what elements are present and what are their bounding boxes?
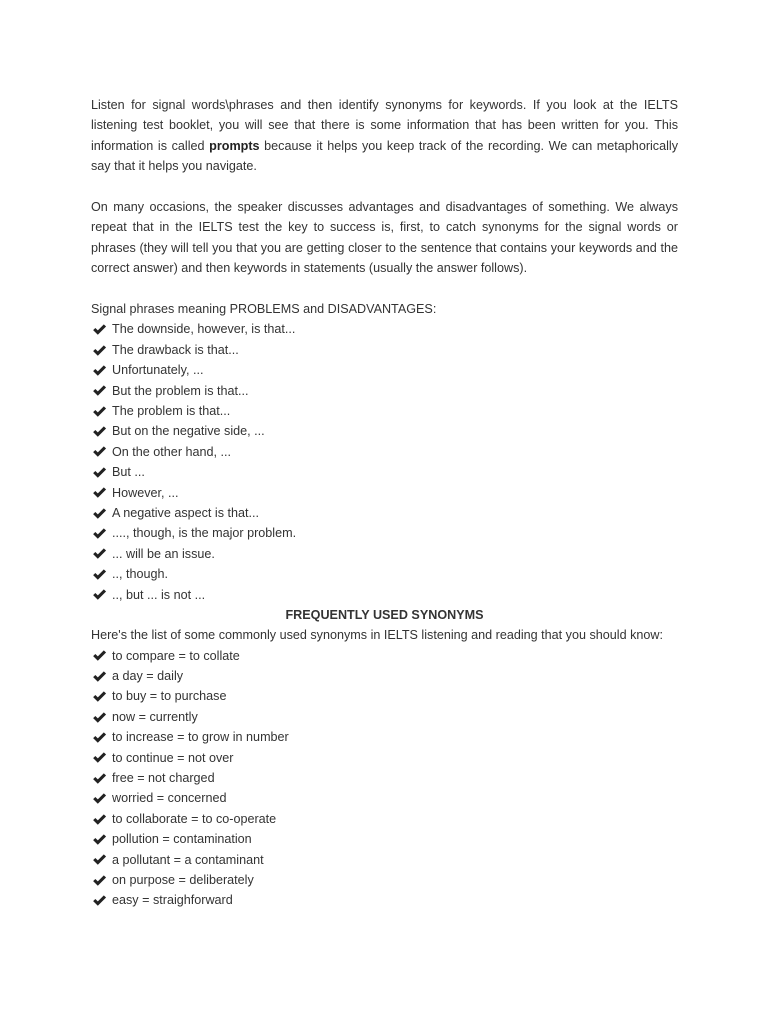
signal-phrase-item-text: .., but ... is not ... <box>112 587 206 602</box>
checkmark-icon <box>92 344 107 357</box>
signal-phrase-item-text: However, ... <box>112 485 179 500</box>
synonym-item <box>91 666 678 686</box>
signal-phrase-item <box>91 462 678 482</box>
signal-phrase-item <box>91 340 678 360</box>
signal-phrase-item <box>91 585 678 605</box>
checkmark-icon <box>92 445 107 458</box>
checkmark-icon <box>92 425 107 438</box>
checkmark-icon <box>92 813 107 826</box>
signal-phrase-item-text: Unfortunately, ... <box>112 363 204 378</box>
signal-phrase-item <box>91 421 678 441</box>
prompts-term: prompts <box>209 138 260 153</box>
synonym-item-text: a day = daily <box>112 669 184 684</box>
signal-phrase-item-text: The drawback is that... <box>112 342 239 357</box>
synonyms-list <box>91 646 678 911</box>
checkmark-icon <box>92 588 107 601</box>
synonym-item-text: easy = straighforward <box>112 893 233 908</box>
checkmark-icon <box>92 690 107 703</box>
signal-phrase-item <box>91 483 678 503</box>
signal-phrase-item-text: But ... <box>112 465 145 480</box>
synonym-item-text: a pollutant = a contaminant <box>112 852 264 867</box>
checkmark-icon <box>92 384 107 397</box>
checkmark-icon <box>92 711 107 724</box>
synonym-item-text: now = currently <box>112 709 198 724</box>
intro-text-start: Listen for signal words\phrases and then identify synonyms for keywords. If you look at the IELTS listening test booklet, you will see that there is some information that has been written for you. This information is called <box>91 98 678 153</box>
checkmark-icon <box>92 833 107 846</box>
signal-phrase-item <box>91 564 678 584</box>
checkmark-icon <box>92 547 107 560</box>
synonym-item <box>91 686 678 706</box>
checkmark-icon <box>92 772 107 785</box>
signal-phrases-heading: Signal phrases meaning PROBLEMS and DISADVANTAGES: <box>91 302 437 317</box>
signal-phrase-item-text: On the other hand, ... <box>112 444 232 459</box>
signal-phrase-item-text: The problem is that... <box>112 404 231 418</box>
intro-paragraph-1 <box>91 95 678 177</box>
signal-phrase-item-text: The downside, however, is that... <box>112 322 296 337</box>
synonym-item-text: to continue = not over <box>112 750 234 765</box>
checkmark-icon <box>92 853 107 866</box>
synonym-item <box>91 727 678 747</box>
checkmark-icon <box>92 527 107 540</box>
synonym-item-text: pollution = contamination <box>112 832 252 847</box>
synonym-item-text: free = not charged <box>112 771 215 786</box>
synonym-item <box>91 829 678 849</box>
synonym-item-text: on purpose = deliberately <box>112 873 254 887</box>
signal-phrase-item <box>91 381 678 401</box>
checkmark-icon <box>92 792 107 805</box>
synonym-item <box>91 850 678 870</box>
checkmark-icon <box>92 507 107 520</box>
checkmark-icon <box>92 670 107 683</box>
document-body <box>91 95 678 911</box>
synonym-item-text: to increase = to grow in number <box>112 730 289 745</box>
synonym-item-text: to buy = to purchase <box>112 689 227 704</box>
synonym-item <box>91 748 678 768</box>
checkmark-icon <box>92 649 107 662</box>
synonym-item <box>91 890 678 910</box>
synonym-item <box>91 788 678 808</box>
checkmark-icon <box>92 894 107 907</box>
signal-phrases-list <box>91 319 678 604</box>
checkmark-icon <box>92 466 107 479</box>
checkmark-icon <box>92 568 107 581</box>
synonym-item <box>91 768 678 788</box>
intro-paragraph-2: On many occasions, the speaker discusses advantages and disadvantages of something. We always repeat that in the IELTS test the key to success is, first, to catch synonyms for the signal words or phrases (they will tell you that you are getting closer to the sentence that contains your keywords and the correct answer) and then keywords in statements (usually the answer follows). <box>91 200 678 276</box>
checkmark-icon <box>92 731 107 744</box>
synonym-item-text: to compare = to collate <box>112 648 240 663</box>
synonym-item <box>91 809 678 829</box>
checkmark-icon <box>92 364 107 377</box>
synonym-item <box>91 707 678 727</box>
signal-phrase-item <box>91 523 678 543</box>
signal-phrase-item <box>91 442 678 462</box>
checkmark-icon <box>92 405 107 418</box>
signal-phrase-item <box>91 503 678 523</box>
signal-phrase-item <box>91 401 678 421</box>
signal-phrase-item <box>91 360 678 380</box>
signal-phrase-item-text: But the problem is that... <box>112 383 249 398</box>
synonyms-title: FREQUENTLY USED SYNONYMS <box>285 607 484 622</box>
checkmark-icon <box>92 486 107 499</box>
checkmark-icon <box>92 874 107 887</box>
signal-phrase-item-text: .., though. <box>112 567 169 582</box>
checkmark-icon <box>92 751 107 764</box>
synonym-item-text: worried = concerned <box>112 791 227 806</box>
synonym-item-text: to collaborate = to co-operate <box>112 811 277 826</box>
signal-phrase-item-text: ... will be an issue. <box>112 546 215 561</box>
signal-phrase-item-text: But on the negative side, ... <box>112 424 265 439</box>
signal-phrase-item <box>91 319 678 339</box>
synonyms-intro: Here's the list of some commonly used synonyms in IELTS listening and reading that you should know: <box>91 628 663 643</box>
signal-phrase-item-text: A negative aspect is that... <box>112 505 260 520</box>
synonym-item <box>91 646 678 666</box>
signal-phrase-item <box>91 544 678 564</box>
signal-phrase-item-text: ...., though, is the major problem. <box>112 526 297 541</box>
intro-text-end: because it helps you keep track of the recording. We can metaphorically say that it helps you navigate. <box>91 138 679 174</box>
checkmark-icon <box>92 323 107 336</box>
synonym-item <box>91 870 678 890</box>
